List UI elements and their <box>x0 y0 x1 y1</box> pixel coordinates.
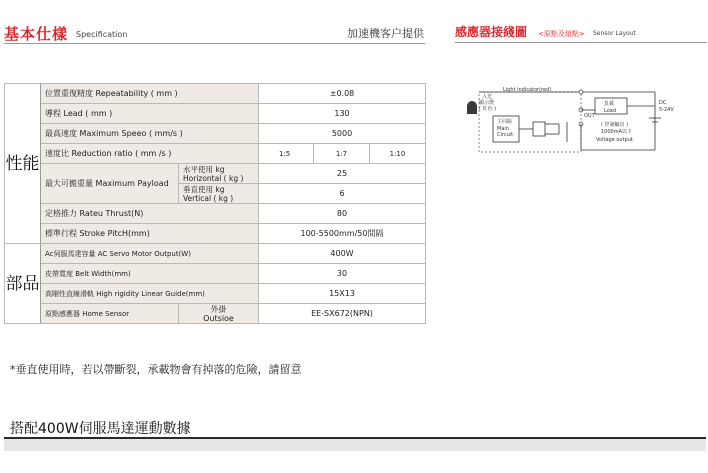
main-circuit-en1: Main <box>497 126 509 132</box>
table-row <box>5 244 426 264</box>
sensor-subtitle: <原點及綃點> <box>538 30 585 38</box>
group-parts: 部品 <box>5 244 41 324</box>
load-cn: 負載 <box>604 101 615 107</box>
spec-table <box>4 83 426 324</box>
table-row <box>5 84 426 104</box>
table-row <box>5 284 426 304</box>
transistor-icon <box>519 122 567 142</box>
control-output-cn: ( 控制輸出 ) <box>601 122 629 128</box>
spec-title-en: Specification <box>76 30 128 39</box>
lead-label: 導程 Lead ( mm ) <box>41 104 259 124</box>
belt-label: 皮帶寬度 Belt Width(mm) <box>41 264 259 284</box>
repeatability-value: ±0.08 <box>259 84 426 104</box>
lead-value: 130 <box>259 104 426 124</box>
reduction-value-1: 1:5 <box>259 144 314 164</box>
reduction-label: 速度比 Reduction ratio ( mm /s ) <box>41 144 259 164</box>
belt-value: 30 <box>259 264 426 284</box>
vertical-value: 6 <box>259 184 426 204</box>
sensor-header <box>455 23 705 43</box>
sensor-title-cn: 感應器接綫圖 <box>455 25 528 39</box>
servo-label: Ac伺服馬達容量 AC Servo Motor Output(W) <box>41 244 259 264</box>
voltage-output-label: Voltage output <box>596 137 633 143</box>
table-row <box>5 164 426 184</box>
indicator-cn2: 顯示燈 <box>479 100 495 106</box>
indicator-cn: 入光 <box>482 94 493 100</box>
sensor-header-divider <box>455 42 707 43</box>
terminal-plus <box>579 90 583 94</box>
guide-label: 高剛性直線滑軌 High rigidity Linear Guide(mm) <box>41 284 259 304</box>
home-sublabel: 外掛 Outsioe <box>179 304 259 324</box>
horizontal-label: 水平使用 kg Horizontal ( kg ) <box>179 164 259 184</box>
payload-label: 最大可搬重量 Maximum Payload <box>41 164 179 204</box>
led-indicator-icon <box>467 101 477 114</box>
reduction-value-2: 1:7 <box>314 144 370 164</box>
servo-value: 400W <box>259 244 426 264</box>
home-label: 原點感應器 Home Sensor <box>41 304 179 324</box>
table-row <box>5 224 426 244</box>
sensor-title-en: Sensor Layout <box>593 30 636 37</box>
current-limit: 1000mA以下 <box>601 129 633 135</box>
dc-voltage: 5-24V <box>659 107 674 113</box>
spec-header <box>4 23 424 43</box>
light-indicator-label: Light indicator(red) <box>503 87 552 93</box>
stroke-value: 100-5500mm/50間隔 <box>259 224 426 244</box>
reduction-value-3: 1:10 <box>370 144 426 164</box>
table-row <box>5 104 426 124</box>
max-speed-value: 5000 <box>259 124 426 144</box>
vertical-label: 垂直使用 kg Vertical ( kg ) <box>179 184 259 204</box>
table-row <box>5 264 426 284</box>
horizontal-value: 25 <box>259 164 426 184</box>
group-performance: 性能 <box>5 84 41 244</box>
out-label: OUT <box>584 113 595 119</box>
table-row <box>5 124 426 144</box>
main-circuit-cn: 主回路 <box>497 119 513 125</box>
guide-value: 15X13 <box>259 284 426 304</box>
main-circuit-en2: Circuit <box>497 132 514 138</box>
indicator-cn3: ( 紅色 ) <box>479 106 497 112</box>
repeatability-label: 位置重復精度 Repeatability ( mm ) <box>41 84 259 104</box>
dc-label: DC <box>659 100 667 106</box>
vertical-use-warning: *垂直使用時，若以帶斷裂，承載物會有掉落的危險，請留意 <box>10 363 302 376</box>
max-speed-label: 最高速度 Maximum Speeo ( mm/s ) <box>41 124 259 144</box>
sensor-wiring-diagram <box>455 62 707 172</box>
table-row <box>5 304 426 324</box>
home-value: EE-SX672(NPN) <box>259 304 426 324</box>
motion-data-title: 搭配400W伺服馬達運動數據 <box>10 421 191 437</box>
spec-title-cn: 基本仕樣 <box>4 25 69 43</box>
provider-note: 加速機客户提供 <box>347 27 424 40</box>
spec-header-divider <box>4 43 425 44</box>
thrust-value: 80 <box>259 204 426 224</box>
table-row <box>5 204 426 224</box>
table-row <box>5 144 426 164</box>
thrust-label: 定格推力 Rateu Thrust(N) <box>41 204 259 224</box>
stroke-label: 標準行程 Stroke PitcH(mm) <box>41 224 259 244</box>
bottom-bar <box>4 439 706 451</box>
load-en: Load <box>604 108 616 114</box>
